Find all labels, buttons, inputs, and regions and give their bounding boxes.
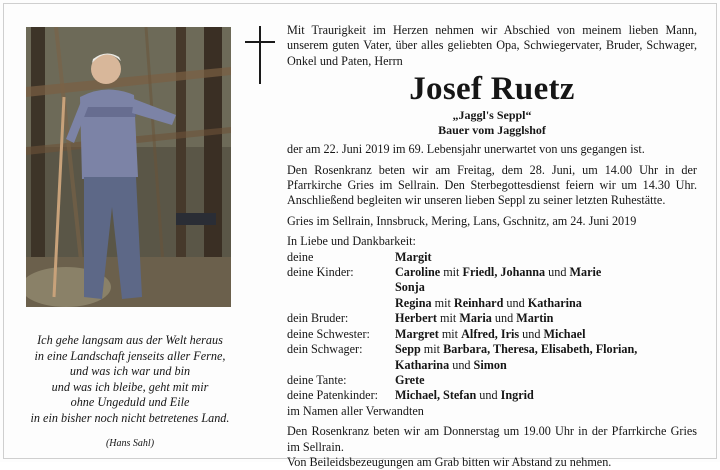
connector-text: und xyxy=(545,265,570,280)
relatives-line: im Namen aller Verwandten xyxy=(287,403,424,418)
poem-line: Ich gehe langsam aus der Welt heraus xyxy=(37,333,223,347)
mourner-relation: dein Bruder: xyxy=(287,311,349,326)
mourner-name: Katharina xyxy=(527,295,582,310)
mourner-name: Grete xyxy=(395,372,425,387)
poem-line: ohne Ungeduld und Eile xyxy=(70,395,190,410)
mourner-relation: deine Kinder: xyxy=(287,265,354,280)
mourner-name: Herbert xyxy=(395,311,437,326)
mourner-name: Sepp xyxy=(395,342,421,357)
nickname: „Jaggl's Seppl“ xyxy=(452,108,532,123)
notice-text xyxy=(287,23,697,470)
connector-text: mit xyxy=(440,265,463,280)
mourner-name: Ingrid xyxy=(500,388,534,403)
poem-author: (Hans Sahl) xyxy=(105,437,155,449)
connector-text: und xyxy=(476,388,501,403)
connector-text: mit xyxy=(431,295,454,310)
mourner-relation: deine Patenkinder: xyxy=(287,388,379,403)
memorial-poem xyxy=(14,333,246,451)
mourner-name: Friedl, Johanna xyxy=(462,265,546,280)
connector-text: mit xyxy=(438,326,462,341)
rosary-evening: Den Rosenkranz beten wir am Donnerstag um 19.00 Uhr in der Pfarrkirche Gries im Sellrain. xyxy=(287,424,697,454)
mourner-names xyxy=(395,280,697,295)
mourner-relation xyxy=(287,280,395,295)
mourner-name: Katharina xyxy=(395,357,450,372)
mourner-name: Regina xyxy=(395,295,432,310)
mourner-names xyxy=(395,296,697,311)
portrait-photo xyxy=(26,27,231,307)
mourner-names xyxy=(395,250,697,265)
mourner-relation: deine xyxy=(287,249,314,264)
cross-icon xyxy=(245,26,275,84)
mourner-name: Margret xyxy=(395,326,439,341)
mourner-name: Reinhard xyxy=(453,295,504,310)
connector-text: und xyxy=(491,311,517,326)
mourner-names xyxy=(395,358,697,373)
mourner-name: Barbara, Theresa, Elisabeth, Florian, xyxy=(443,342,638,357)
mourner-name: Michael xyxy=(543,326,586,341)
poem-line: und was ich bleibe, geht mit mir xyxy=(51,379,209,394)
mourner-relation xyxy=(287,296,395,311)
mourner-names xyxy=(395,388,697,403)
deceased-name: Josef Ruetz xyxy=(409,71,575,108)
connector-text: und xyxy=(449,357,474,372)
connector-text: mit xyxy=(420,342,444,357)
mourner-names xyxy=(395,373,697,388)
mourner-relation: deine Tante: xyxy=(287,372,347,387)
mourner-name: Caroline xyxy=(395,265,441,280)
connector-text: und xyxy=(503,295,528,310)
mourner-name: Alfred, Iris xyxy=(461,326,520,341)
mourner-name: Simon xyxy=(473,357,507,372)
intro-text: Mit Traurigkeit im Herzen nehmen wir Abschied von meinem lieben Mann, unserem guten Vater, über alles geliebten Opa, Schwiegervater, Bruder, Schwager, Onkel und Paten, Herrn xyxy=(287,23,697,68)
occupation: Bauer vom Jagglshof xyxy=(438,123,546,138)
mourner-names xyxy=(395,342,697,357)
death-notice: der am 22. Juni 2019 im 69. Lebensjahr unerwartet von uns gegangen ist. xyxy=(287,142,645,157)
connector-text: mit xyxy=(436,311,460,326)
mourner-name: Marie xyxy=(569,265,602,280)
mourner-relation xyxy=(287,358,395,373)
mourner-names xyxy=(395,265,697,280)
poem-line: in eine Landschaft jenseits aller Ferne, xyxy=(34,348,226,363)
connector-text: und xyxy=(519,326,544,341)
mourner-name: Michael, Stefan xyxy=(395,388,477,403)
mourner-name: Martin xyxy=(516,311,554,326)
poem-line: und was ich war und bin xyxy=(69,364,191,379)
poem-line: in ein bisher noch nicht betretenes Land. xyxy=(30,410,230,425)
in-love-line: In Liebe und Dankbarkeit: xyxy=(287,234,416,249)
mourners-list xyxy=(287,250,697,404)
mourner-name: Margit xyxy=(395,249,432,264)
mourner-name: Maria xyxy=(459,311,492,326)
place-date: Gries im Sellrain, Innsbruck, Mering, Lans, Gschnitz, am 24. Juni 2019 xyxy=(287,213,637,228)
mourner-names xyxy=(395,311,697,326)
mourner-name: Sonja xyxy=(395,280,425,295)
mourner-relation: deine Schwester: xyxy=(287,326,370,341)
mourner-names xyxy=(395,327,697,342)
funeral-details: Den Rosenkranz beten wir am Freitag, dem 28. Juni, um 14.00 Uhr in der Pfarrkirche Gries im Sellrain. Den Sterbegottesdienst feiern wir um 14.30 Uhr. Anschließend begleiten wir unseren lieben Seppl zu seiner letzten Ruhestätte. xyxy=(287,162,697,208)
mourner-relation: dein Schwager: xyxy=(287,342,363,357)
condolence-note: Von Beileidsbezeugungen am Grab bitten wir Abstand zu nehmen. xyxy=(287,454,612,469)
